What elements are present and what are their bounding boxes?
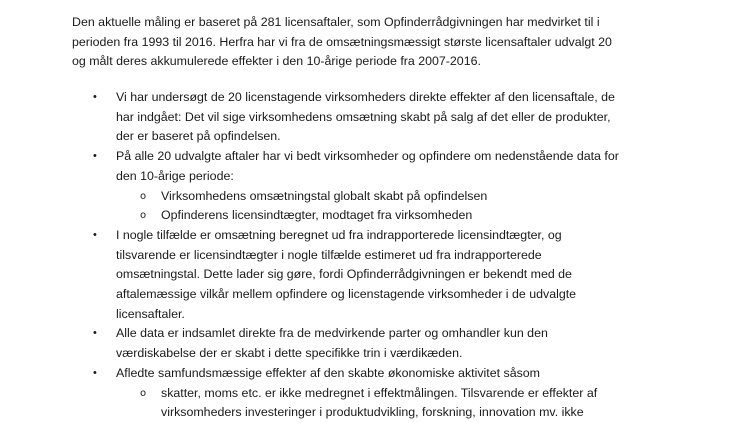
bullet-line: har indgået: Det vil sige virksomhedens omsætning skabt på salg af det eller de produkter, xyxy=(116,109,611,124)
bullet-line: tilsvarende er licensindtægter i nogle tilfælde estimeret ud fra indrapporterede xyxy=(116,247,542,262)
sub-line: Opfinderens licensindtægter, modtaget fra virksomheden xyxy=(161,208,473,223)
bullet-line: Afledte samfundsmæssige effekter af den skabte økonomiske aktivitet såsom xyxy=(116,365,541,380)
bullet-line: Vi har undersøgt de 20 licenstagende virksomheders direkte effekter af den licensaftale, de xyxy=(116,90,615,104)
sub-item xyxy=(116,187,746,207)
intro-line: perioden fra 1993 til 2016. Herfra har vi fra de omsætningsmæssigt største licensaftaler udvalgt 20 xyxy=(72,34,612,49)
sub-list xyxy=(116,187,746,226)
bullet-marker: • xyxy=(93,91,97,103)
intro-line: Den aktuelle måling er baseret på 281 licensaftaler, som Opfinderrådgivningen har medvirket til i xyxy=(72,15,600,29)
intro-line: og målt deres akkumulerede effekter i den 10-årige periode fra 2007-2016. xyxy=(72,54,481,69)
bullet-item xyxy=(0,88,746,147)
sub-line: skatter, moms etc. er ikke medregnet i effektmålingen. Tilsvarende er effekter af xyxy=(161,385,598,400)
sub-bullet-marker: o xyxy=(140,387,147,399)
bullet-item xyxy=(0,226,746,325)
bullet-line: Alle data er indsamlet direkte fra de medvirkende parter og omhandler kun den xyxy=(116,326,548,341)
sub-bullet-marker: o xyxy=(140,210,147,222)
bullet-marker: • xyxy=(93,366,97,379)
intro-paragraph xyxy=(72,13,672,72)
bullet-marker: • xyxy=(93,150,97,163)
bullet-item xyxy=(0,147,746,226)
sub-bullet-marker: o xyxy=(140,190,147,202)
sub-item xyxy=(116,384,746,423)
sub-line: Virksomhedens omsætningstal globalt skabt på opfindelsen xyxy=(161,188,488,203)
bullet-line: der er baseret på opfindelsen. xyxy=(116,129,281,144)
bullet-line: licensaftaler. xyxy=(116,306,185,321)
bullet-line: den 10-årige periode: xyxy=(116,168,234,183)
bullet-line: værdiskabelse der er skabt i dette specifikke trin i værdikæden. xyxy=(116,346,463,361)
bullet-item xyxy=(0,324,746,363)
bullet-line: aftalemæssige vilkår mellem opfindere og licenstagende virksomheder i de udvalgte xyxy=(116,287,577,302)
sub-item xyxy=(116,206,746,226)
bullet-list xyxy=(0,88,746,423)
bullet-line: I nogle tilfælde er omsætning beregnet ud fra indrapporterede licensindtægter, og xyxy=(116,227,562,242)
bullet-marker: • xyxy=(93,327,97,340)
bullet-line: På alle 20 udvalgte aftaler har vi bedt virksomheder og opfindere om nedenstående data for xyxy=(116,149,619,164)
sub-line: virksomheders investeringer i produktudvikling, forskning, innovation mv. ikke xyxy=(161,405,584,420)
bullet-item xyxy=(0,364,746,423)
bullet-line: omsætningstal. Dette lader sig gøre, fordi Opfinderrådgivningen er bekendt med de xyxy=(116,267,572,282)
sub-list xyxy=(116,384,746,423)
bullet-marker: • xyxy=(93,228,97,241)
